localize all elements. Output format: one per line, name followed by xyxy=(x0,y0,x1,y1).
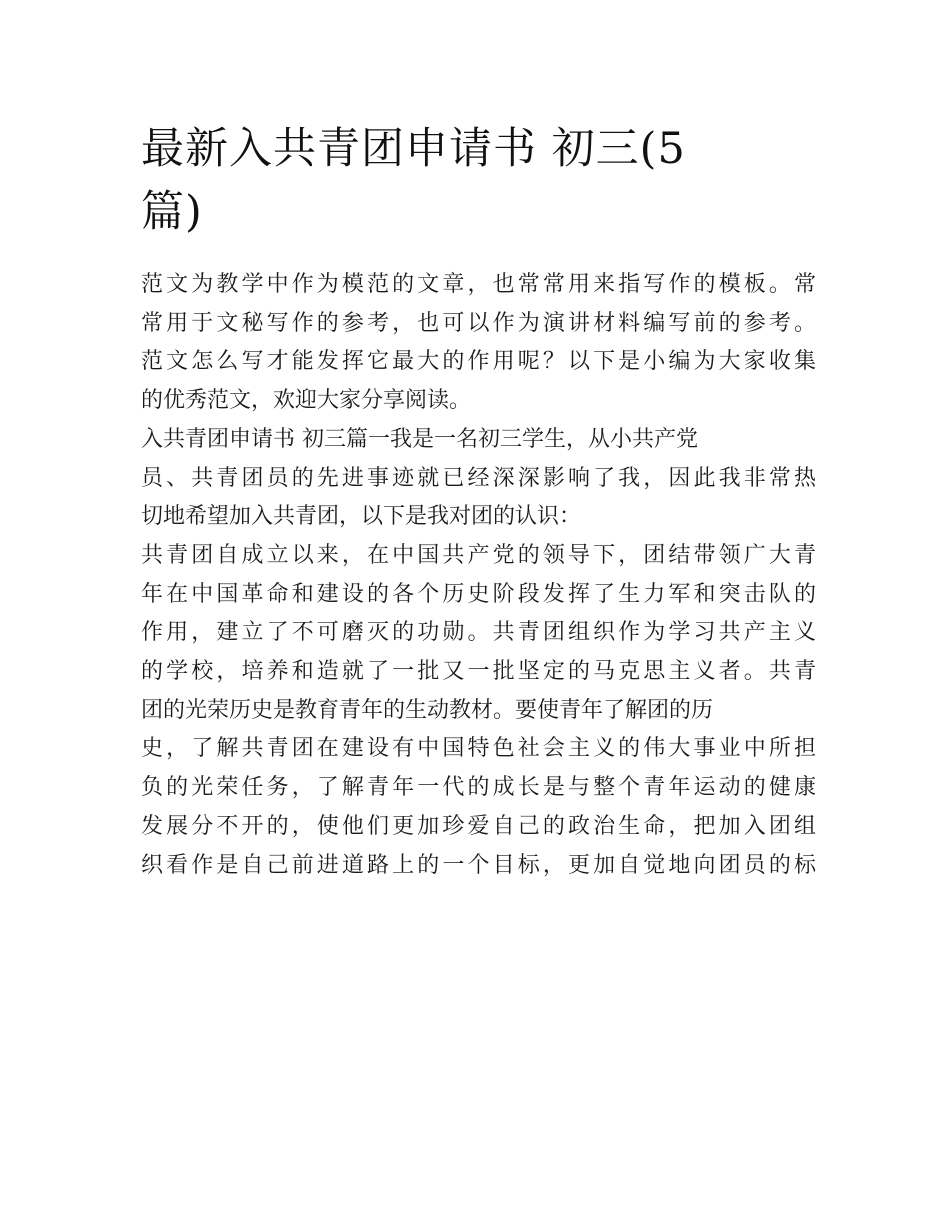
paragraph-line: 织看作是自己前进道路上的一个目标，更加自觉地向团员的标 xyxy=(141,852,816,878)
paragraph-line: 的优秀范文，欢迎大家分享阅读。 xyxy=(141,388,472,414)
paragraph-line: 员、共青团员的先进事迹就已经深深影响了我，因此我非常热 xyxy=(141,465,816,491)
paragraph-line: 范文怎么写才能发挥它最大的作用呢？以下是小编为大家收集 xyxy=(141,349,816,375)
paragraph-line: 年在中国革命和建设的各个历史阶段发挥了生力军和突击队的 xyxy=(141,581,816,607)
paragraph-line: 范文为教学中作为模范的文章，也常常用来指写作的模板。常 xyxy=(141,272,816,297)
paragraph-line: 史，了解共青团在建设有中国特色社会主义的伟大事业中所担 xyxy=(141,736,816,762)
paragraph-line: 负的光荣任务，了解青年一代的成长是与整个青年运动的健康 xyxy=(141,775,816,801)
paragraph-line: 作用，建立了不可磨灭的功勋。共青团组织作为学习共产主义 xyxy=(141,620,816,646)
league-history-paragraph xyxy=(141,537,816,885)
paragraph-line: 的学校，培养和造就了一批又一批坚定的马克思主义者。共青 xyxy=(141,659,816,685)
application-opening-paragraph xyxy=(141,421,816,537)
intro-paragraph xyxy=(141,266,816,421)
paragraph-line: 团的光荣历史是教育青年的生动教材。要使青年了解团的历 xyxy=(141,697,714,723)
document-page xyxy=(141,118,816,885)
paragraph-line: 共青团自成立以来，在中国共产党的领导下，团结带领广大青 xyxy=(141,542,816,568)
title-line-2: 篇) xyxy=(141,187,203,237)
paragraph-line: 入共青团申请书 初三篇一我是一名初三学生，从小共产党 xyxy=(141,426,698,452)
document-title xyxy=(141,118,816,244)
paragraph-line: 切地希望加入共青团，以下是我对团的认识： xyxy=(141,504,582,530)
paragraph-line: 常用于文秘写作的参考，也可以作为演讲材料编写前的参考。 xyxy=(141,310,816,336)
paragraph-line: 发展分不开的，使他们更加珍爱自己的政治生命，把加入团组 xyxy=(141,813,816,839)
title-line-1: 最新入共青团申请书 初三(5 xyxy=(141,124,686,174)
